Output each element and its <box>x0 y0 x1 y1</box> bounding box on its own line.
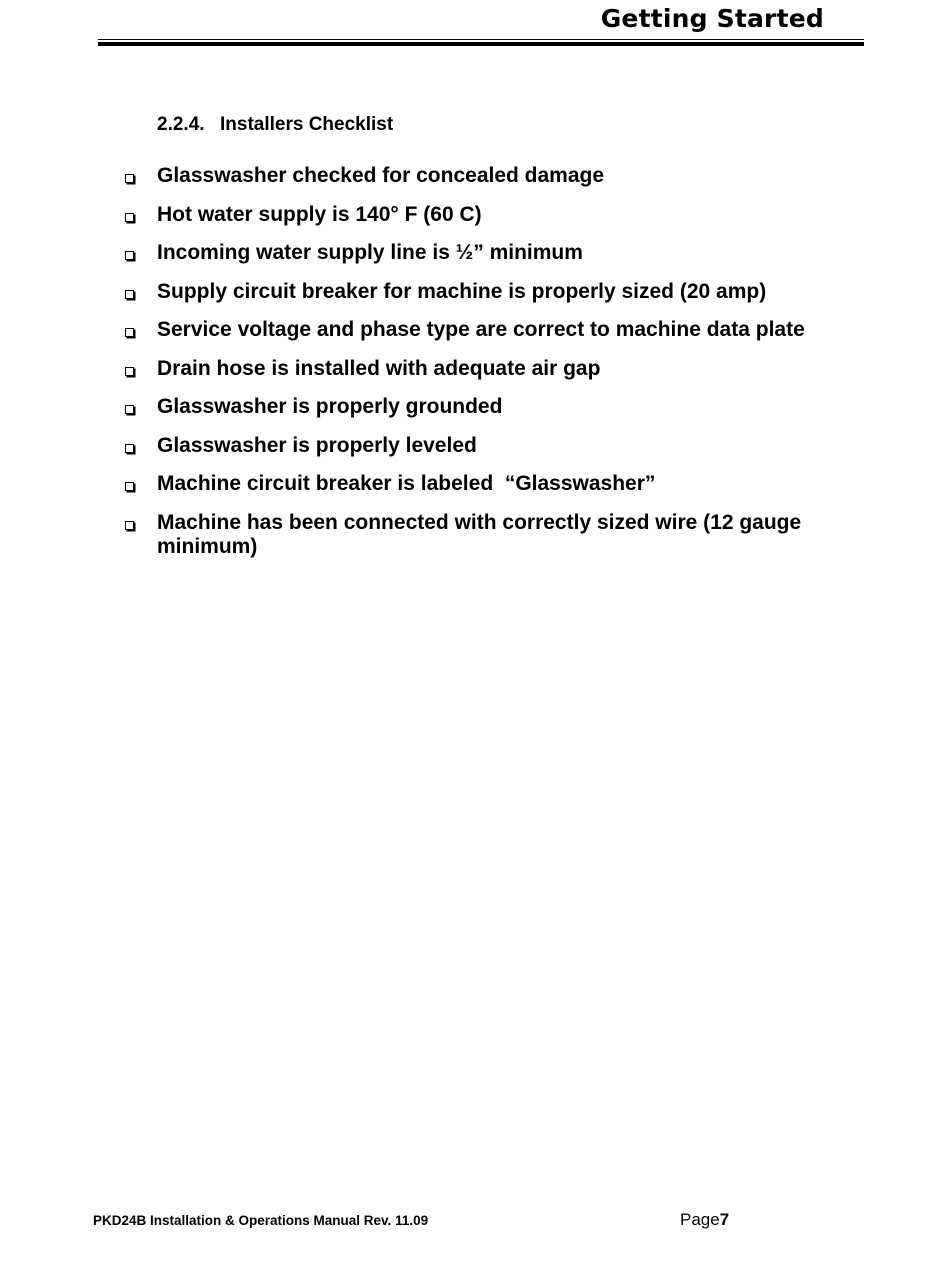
checklist-item-text: Glasswasher is properly grounded <box>157 395 503 418</box>
checkbox-icon[interactable] <box>125 521 134 530</box>
checklist-item <box>0 203 950 242</box>
checklist-item <box>0 357 950 396</box>
checklist-item-text: Glasswasher is properly leveled <box>157 433 477 457</box>
checklist-item-text: Glasswasher checked for concealed damage <box>157 164 605 187</box>
checkbox-icon[interactable] <box>125 213 134 222</box>
header-rule-thick <box>98 42 864 46</box>
section-heading <box>157 114 393 136</box>
checklist-item <box>0 318 950 357</box>
checklist-item-text: Machine circuit breaker is labeled “Glasswasher” <box>157 472 656 495</box>
checklist-item <box>0 395 950 434</box>
footer-page-number <box>680 1210 729 1230</box>
checklist-item-text: Machine has been connected with correctly sized wire (12 gauge minimum) <box>157 510 802 558</box>
installers-checklist <box>0 164 950 561</box>
checklist-item-text: Incoming water supply line is ½” minimum <box>157 241 583 264</box>
page-label: Page <box>680 1210 720 1229</box>
checklist-item <box>0 241 950 280</box>
page-number: 7 <box>719 1210 730 1229</box>
footer-document-title: PKD24B Installation & Operations Manual Rev. 11.09 <box>93 1213 429 1228</box>
checkbox-icon[interactable] <box>125 251 134 260</box>
section-title: Installers Checklist <box>220 114 394 135</box>
checklist-item <box>0 472 950 511</box>
checkbox-icon[interactable] <box>125 174 134 183</box>
header-rule-thin <box>98 39 864 40</box>
checklist-item-text: Drain hose is installed with adequate air gap <box>157 356 601 380</box>
checklist-item-text: Service voltage and phase type are correct to machine data plate <box>157 318 805 341</box>
page-header-title: Getting Started <box>600 4 824 33</box>
checkbox-icon[interactable] <box>125 444 134 453</box>
checkbox-icon[interactable] <box>125 290 134 299</box>
checkbox-icon[interactable] <box>125 405 134 414</box>
checklist-item <box>0 511 950 561</box>
checklist-item <box>0 164 950 203</box>
checklist-item-text: Hot water supply is 140° F (60 C) <box>157 202 482 226</box>
checkbox-icon[interactable] <box>125 367 134 376</box>
section-number: 2.2.4. <box>157 114 205 135</box>
checklist-item <box>0 434 950 473</box>
checklist-item-text: Supply circuit breaker for machine is properly sized (20 amp) <box>157 279 767 303</box>
checkbox-icon[interactable] <box>125 328 134 337</box>
checkbox-icon[interactable] <box>125 482 134 491</box>
checklist-item <box>0 280 950 319</box>
